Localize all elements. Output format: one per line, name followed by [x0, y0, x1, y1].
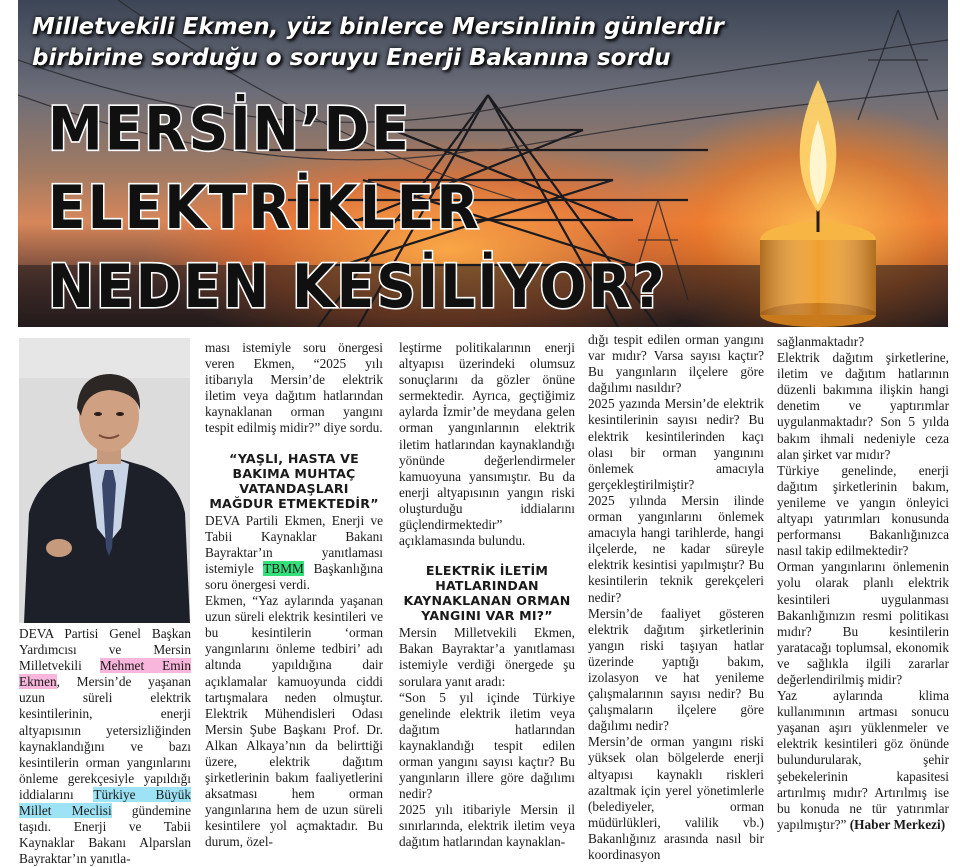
person-portrait-icon: [19, 338, 190, 623]
article-paragraph: Mersin’de orman yangını riski yüksek olan bölgelerde enerji altyapısı kaynaklı riskleri azaltmak için yerel yönetimlerle (belediyeler, orman müdürlükleri, valilik vb.) Bakanlığınız arasında nasıl bir koordinasyon: [588, 734, 764, 862]
article-paragraph: 2025 yazında Mersin’de elektrik kesintilerinin sayısı nedir? Bu elektrik kesintilerinden kaçı olası bir orman yangınını önlemek amacıyla gerçekleştirilmiştir?: [588, 396, 764, 492]
article-paragraph: Orman yangınlarını önlemenin yolu olarak planlı elektrik kesintileri uygulanması Bakanlığınızın resmi politikası mıdır? Bu kesintilerin yaratacağı toplumsal, ekonomik ve sağlıkla ilgili zararlar değerlendirilmiş midir?: [777, 559, 949, 687]
article-paragraph: Ekmen, “Yaz aylarında yaşanan uzun süreli elektrik kesintileri ve bu kesintilerin ‘orman yangınlarını önleme tedbiri’ adı altında yapıldığına dair açıklamalar kamuoyunda ciddi tartışmalara neden olmuştur. Elektrik Mühendisleri Odası Mersin Şube Başkanı Prof. Dr. Alkan Alkaya’nın da belirttiği üzere, elektrik dağıtım şirketlerinin bakım faaliyetlerini aksatması hem orman yangınlarına hem de uzun süreli kesintilere yol açmaktadır. Bu durum, özel-: [205, 593, 383, 850]
headline-title-line: MERSİN’DE: [48, 94, 411, 164]
news-source-credit: (Haber Merkezi): [849, 816, 946, 832]
section-subheading: “YAŞLI, HASTA VE BAKIMA MUHTAÇ VATANDAŞLARI MAĞDUR ETMEKTEDİR”: [209, 450, 379, 511]
highlighted-institution: TBMM: [263, 560, 304, 576]
article-column-4: [588, 332, 764, 863]
article-text: DEVA Partili Ekmen, Enerji ve Tabii Kaynaklar Bakanı Bayraktar’ın yanıtlaması istemiyle: [205, 512, 383, 576]
article-paragraph: dığı tespit edilen orman yangını var mıdır? Varsa sayısı kaçtır? Bu yangınların ilçelere göre dağılımı nasıldır?: [588, 332, 764, 396]
highlighted-name: Mehmet Emin Ekmen: [19, 658, 191, 690]
article-text: DEVA Partisi Genel Başkan Yardımcısı ve Mersin Milletvekili: [19, 626, 191, 674]
article-paragraph: ması istemiyle soru önergesi veren Ekmen, “2025 yılı itibarıyla Mersin’de elektrik iletim veya dağıtım hatlarından kaynaklanan orman yangını tespit edilmiş midir?” diye sordu.: [205, 340, 383, 436]
article-paragraph: leştirme politikalarının enerji altyapısı üzerindeki olumsuz sonuçlarını da gözler önüne sermektedir. Ayrıca, geçtiğimiz aylarda İzmir’de meydana gelen orman yangınlarının elektrik iletim hatlarından kaynaklandığı yönünde değerlendirmeler kamuoyuna yansımıştır. Bu da enerji altyapısının yangın riski oluşturduğu iddialarını güçlendirmektedir” açıklamasında bulundu.: [399, 340, 575, 549]
mp-portrait-photo: [19, 338, 190, 623]
article-paragraph: “Son 5 yıl içinde Türkiye genelinde elektrik iletim veya dağıtım hatlarından kaynaklandığı tespit edilen orman yangını sayısı kaçtır? Bu yangınların illere göre dağılımı nedir?: [399, 689, 575, 802]
article-column-2: [205, 340, 383, 851]
article-paragraph: Mersin’de faaliyet gösteren elektrik dağıtım şirketlerinin yangın riski taşıyan hatlar üzerinde yaptığı bakım, izolasyon ve hat yenileme çalışmalarının sayısı nedir? Bu çalışmaların ilçelere göre dağılımı nedir?: [588, 605, 764, 734]
article-paragraph: [777, 688, 949, 833]
article-text: , Mersin’de yaşanan uzun süreli elektrik kesintilerinin, enerji altyapısının yetersizliğinden kaynaklandığını ve bazı kesintilerin orman yangınlarını önleme gerekçesiyle yapıldığı iddialarını: [19, 674, 191, 802]
article-paragraph: 2025 yılında Mersin ilinde orman yangınlarını önlemek amacıyla hangi tarihlerde, hangi ilçelerde, ne kadar süreyle elektrik kesintisi yapılmıştır? Bu kesintilerin teknik gerekçeleri nedir?: [588, 492, 764, 605]
article-paragraph: Mersin Milletvekili Ekmen, Bakan Bayraktar’a yanıtlaması istemiyle verdiği önergede şu sorulara yanıt aradı:: [399, 625, 575, 689]
section-subheading: ELEKTRİK İLETİM HATLARINDAN KAYNAKLANAN ORMAN YANGINI VAR MI?”: [403, 563, 571, 624]
headline-title-line: NEDEN KESİLİYOR?: [48, 252, 667, 322]
article-column-3: [399, 340, 575, 851]
headline-title-line: ELEKTRİKLER: [48, 173, 481, 243]
headline-banner: [18, 0, 948, 327]
highlighted-institution: Türkiye Büyük Millet Meclisi: [19, 786, 191, 819]
article-paragraph: Elektrik dağıtım şirketlerine, iletim ve dağıtım hatlarının düzenli bakımına ilişkin hangi denetim ve yaptırımlar uygulanmaktadır? Son 5 yılda bakım ihmali nedeniyle ceza alan şirket var mıdır?: [777, 350, 949, 462]
article-column-1: [19, 626, 191, 867]
article-paragraph: Türkiye genelinde, enerji dağıtım şirketlerinin bakım, yenileme ve yangın önleyici altyapı yatırımları konusunda performansı Bakanlığınızca nasıl takip edilmektedir?: [777, 462, 949, 559]
article-text: gündemine taşıdı. Enerji ve Tabii Kaynaklar Bakanı Alparslan Bayraktar’ın yanıtla-: [19, 803, 191, 867]
article-paragraph: sağlanmaktadır?: [777, 334, 865, 349]
article-text: Başkanlığına soru önergesi verdi.: [205, 560, 383, 592]
headline-title: [48, 90, 667, 327]
headline-subtitle: Milletvekili Ekmen, yüz binlerce Mersinlinin günlerdir birbirine sorduğu o soruyu Enerji Bakanına sordu: [32, 14, 724, 71]
article-text: Yaz aylarında klima kullanımının artması sonucu yaşanan aşırı yüklenmeler ve elektrik kesintileri göz önünde bulundurularak, şehir şebekelerinin kapasitesi artırılmış mıdır? Artırılmış ise bu konuda ne tür yatırımlar yapılmıştır?”: [777, 688, 949, 832]
article-paragraph: [205, 513, 383, 593]
article-column-5: [777, 334, 949, 833]
article-paragraph: [19, 626, 191, 867]
article-paragraph: 2025 yılı itibariyle Mersin il sınırlarında, elektrik iletim veya dağıtım hatlarından kaynaklan-: [399, 802, 575, 850]
